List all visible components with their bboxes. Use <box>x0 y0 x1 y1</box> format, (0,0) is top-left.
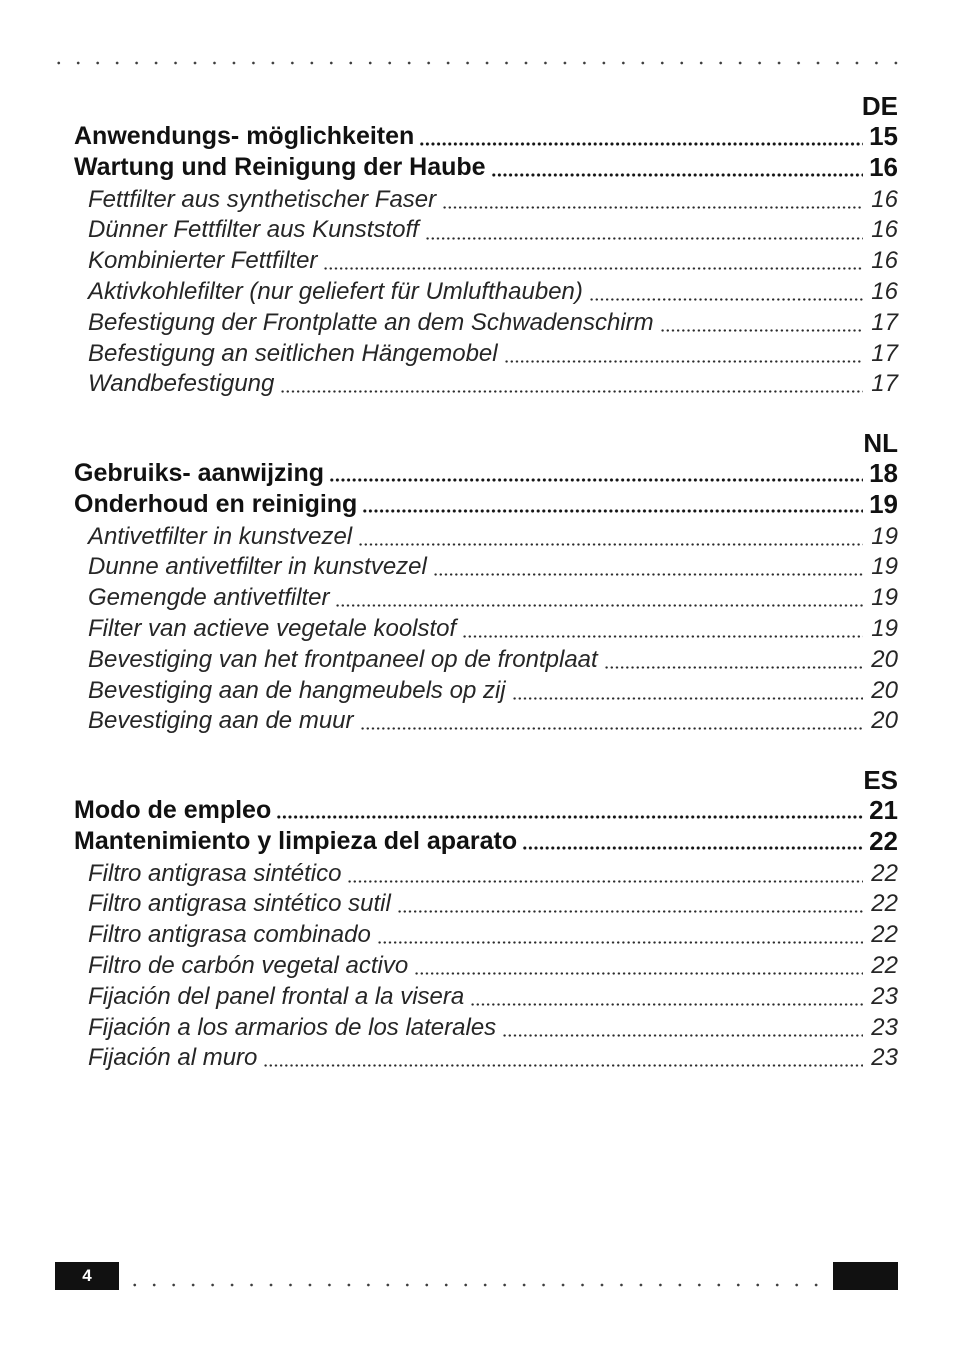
toc-entry-page: 21 <box>869 794 898 825</box>
toc-subentry-page: 22 <box>871 859 898 887</box>
toc-subentry <box>74 583 898 614</box>
dot-leader <box>502 1034 863 1037</box>
toc-subentry-page: 20 <box>871 676 898 704</box>
toc-subentry-title: Dunne antivetfilter in kunstvezel <box>88 553 427 581</box>
toc-subentry <box>74 339 898 370</box>
page-number: 4 <box>82 1266 92 1285</box>
toc-subentry <box>74 215 898 246</box>
toc-subentry-list <box>74 859 898 1075</box>
toc-entry <box>74 121 898 152</box>
top-dotted-rule <box>49 60 906 66</box>
toc-entry-title: Gebruiks- aanwijzing <box>74 458 325 487</box>
toc-subentry-page: 22 <box>871 890 898 918</box>
dot-leader <box>522 846 863 850</box>
toc-subentry <box>74 982 898 1013</box>
toc-subentry-title: Filtro antigrasa sintético <box>88 859 342 887</box>
toc-subentry-title: Filter van actieve vegetale koolstof <box>88 614 457 642</box>
toc-subentry-page: 19 <box>871 584 898 612</box>
toc-subentry <box>74 1013 898 1044</box>
toc-subentry-title: Wandbefestigung <box>88 370 275 398</box>
toc-entry-title: Modo de empleo <box>74 795 272 824</box>
toc-entry <box>74 489 898 520</box>
toc-subentry-title: Filtro de carbón vegetal activo <box>88 951 409 979</box>
toc-subentry-title: Fijación al muro <box>88 1044 258 1072</box>
toc-subentry-list <box>74 185 898 401</box>
toc-subentry-title: Dünner Fettfilter aus Kunststoff <box>88 216 419 244</box>
dot-leader <box>504 360 864 363</box>
toc-subentry-page: 22 <box>871 921 898 949</box>
dot-leader <box>263 1064 863 1067</box>
toc-subentry-page: 23 <box>871 1013 898 1041</box>
dot-leader <box>323 267 863 270</box>
dot-leader <box>589 298 863 301</box>
toc-section-de <box>74 91 898 400</box>
toc-subentry-page: 19 <box>871 614 898 642</box>
dot-leader <box>433 573 863 576</box>
toc-subentry <box>74 951 898 982</box>
dot-leader <box>397 910 864 913</box>
page-number-badge <box>55 1262 119 1290</box>
toc-subentry-title: Bevestiging aan de hangmeubels op zij <box>88 676 506 704</box>
toc-subentry <box>74 552 898 583</box>
toc-subentry-page: 22 <box>871 951 898 979</box>
toc-subentry-title: Befestigung der Frontplatte an dem Schwadenschirm <box>88 308 654 336</box>
toc-entry-page: 15 <box>869 121 898 151</box>
toc-subentry-title: Filtro antigrasa sintético sutil <box>88 890 391 918</box>
toc-subentry <box>74 1043 898 1074</box>
toc-subentry-page: 16 <box>871 185 898 213</box>
toc-entry-title: Wartung und Reinigung der Haube <box>74 153 486 181</box>
section-language-heading: DE <box>861 91 898 121</box>
dot-leader <box>329 478 863 482</box>
toc-entry <box>74 458 898 489</box>
dot-leader <box>358 543 863 546</box>
dot-leader <box>335 604 863 607</box>
toc-subentry-title: Filtro antigrasa combinado <box>88 921 371 949</box>
toc-entry-page: 22 <box>869 825 898 856</box>
toc-subentry <box>74 185 898 216</box>
toc-subentry-title: Aktivkohlefilter (nur geliefert für Umlufthauben) <box>88 277 583 305</box>
toc-entry-page: 19 <box>869 488 898 519</box>
toc-entry <box>74 795 898 826</box>
toc-subentry <box>74 859 898 890</box>
toc-subentry-page: 20 <box>871 645 898 673</box>
toc-subentry <box>74 277 898 308</box>
dot-leader <box>425 237 863 240</box>
dot-leader <box>512 697 864 700</box>
toc-subentry-title: Befestigung an seitlichen Hängemobel <box>88 339 498 367</box>
dot-leader <box>604 666 864 669</box>
toc-section-es <box>74 765 898 1074</box>
dot-leader <box>442 206 863 209</box>
dot-leader <box>660 329 864 332</box>
toc-subentry-page: 17 <box>871 308 898 336</box>
toc-entry-page: 18 <box>869 457 898 488</box>
section-language-heading: ES <box>863 764 898 795</box>
toc-subentry-title: Kombinierter Fettfilter <box>88 247 318 275</box>
toc-subentry-title: Fijación del panel frontal a la visera <box>88 982 465 1010</box>
toc-subentry <box>74 645 898 676</box>
toc-subentry <box>74 369 898 400</box>
toc-entry-title: Onderhoud en reiniging <box>74 489 358 518</box>
toc-subentry-page: 23 <box>871 1044 898 1072</box>
toc-subentry <box>74 308 898 339</box>
dot-leader <box>347 880 863 883</box>
toc-subentry <box>74 889 898 920</box>
toc-entry-title: Anwendungs- möglichkeiten <box>74 122 415 150</box>
dot-leader <box>491 173 864 177</box>
dot-leader <box>276 815 863 819</box>
dot-leader <box>377 941 863 944</box>
toc-entry <box>74 152 898 183</box>
toc-subentry <box>74 706 898 737</box>
toc-subentry <box>74 246 898 277</box>
dot-leader <box>414 972 863 975</box>
toc-subentry-page: 16 <box>871 277 898 305</box>
toc-subentry-title: Fettfilter aus synthetischer Faser <box>88 185 437 213</box>
toc-subentry <box>74 920 898 951</box>
toc-entry <box>74 826 898 857</box>
bottom-dotted-rule <box>125 1282 827 1288</box>
toc-subentry-list <box>74 522 898 738</box>
toc-subentry-title: Bevestiging van het frontpaneel op de frontplaat <box>88 645 598 673</box>
toc-subentry <box>74 676 898 707</box>
dot-leader <box>462 635 863 638</box>
toc-subentry-page: 20 <box>871 707 898 735</box>
toc-subentry-page: 16 <box>871 247 898 275</box>
section-language-heading: NL <box>863 427 898 458</box>
toc-subentry-page: 16 <box>871 216 898 244</box>
toc-subentry <box>74 522 898 553</box>
toc-subentry-title: Bevestiging aan de muur <box>88 707 354 735</box>
footer-end-bar <box>833 1262 898 1290</box>
toc-entry-page: 16 <box>869 152 898 182</box>
toc-subentry-page: 17 <box>871 339 898 367</box>
dot-leader <box>280 390 863 393</box>
toc-subentry-title: Antivetfilter in kunstvezel <box>88 522 353 550</box>
toc-subentry-page: 19 <box>871 553 898 581</box>
toc-subentry-title: Fijación a los armarios de los laterales <box>88 1013 497 1041</box>
dot-leader <box>419 142 863 146</box>
toc-subentry-page: 23 <box>871 982 898 1010</box>
dot-leader <box>360 727 864 730</box>
dot-leader <box>470 1003 863 1006</box>
toc-entry-title: Mantenimiento y limpieza del aparato <box>74 826 518 855</box>
toc-subentry-title: Gemengde antivetfilter <box>88 584 330 612</box>
dot-leader <box>362 509 863 513</box>
toc-subentry-page: 19 <box>871 522 898 550</box>
toc-subentry <box>74 614 898 645</box>
toc-subentry-page: 17 <box>871 370 898 398</box>
table-of-contents <box>74 91 898 1102</box>
toc-section-nl <box>74 428 898 737</box>
